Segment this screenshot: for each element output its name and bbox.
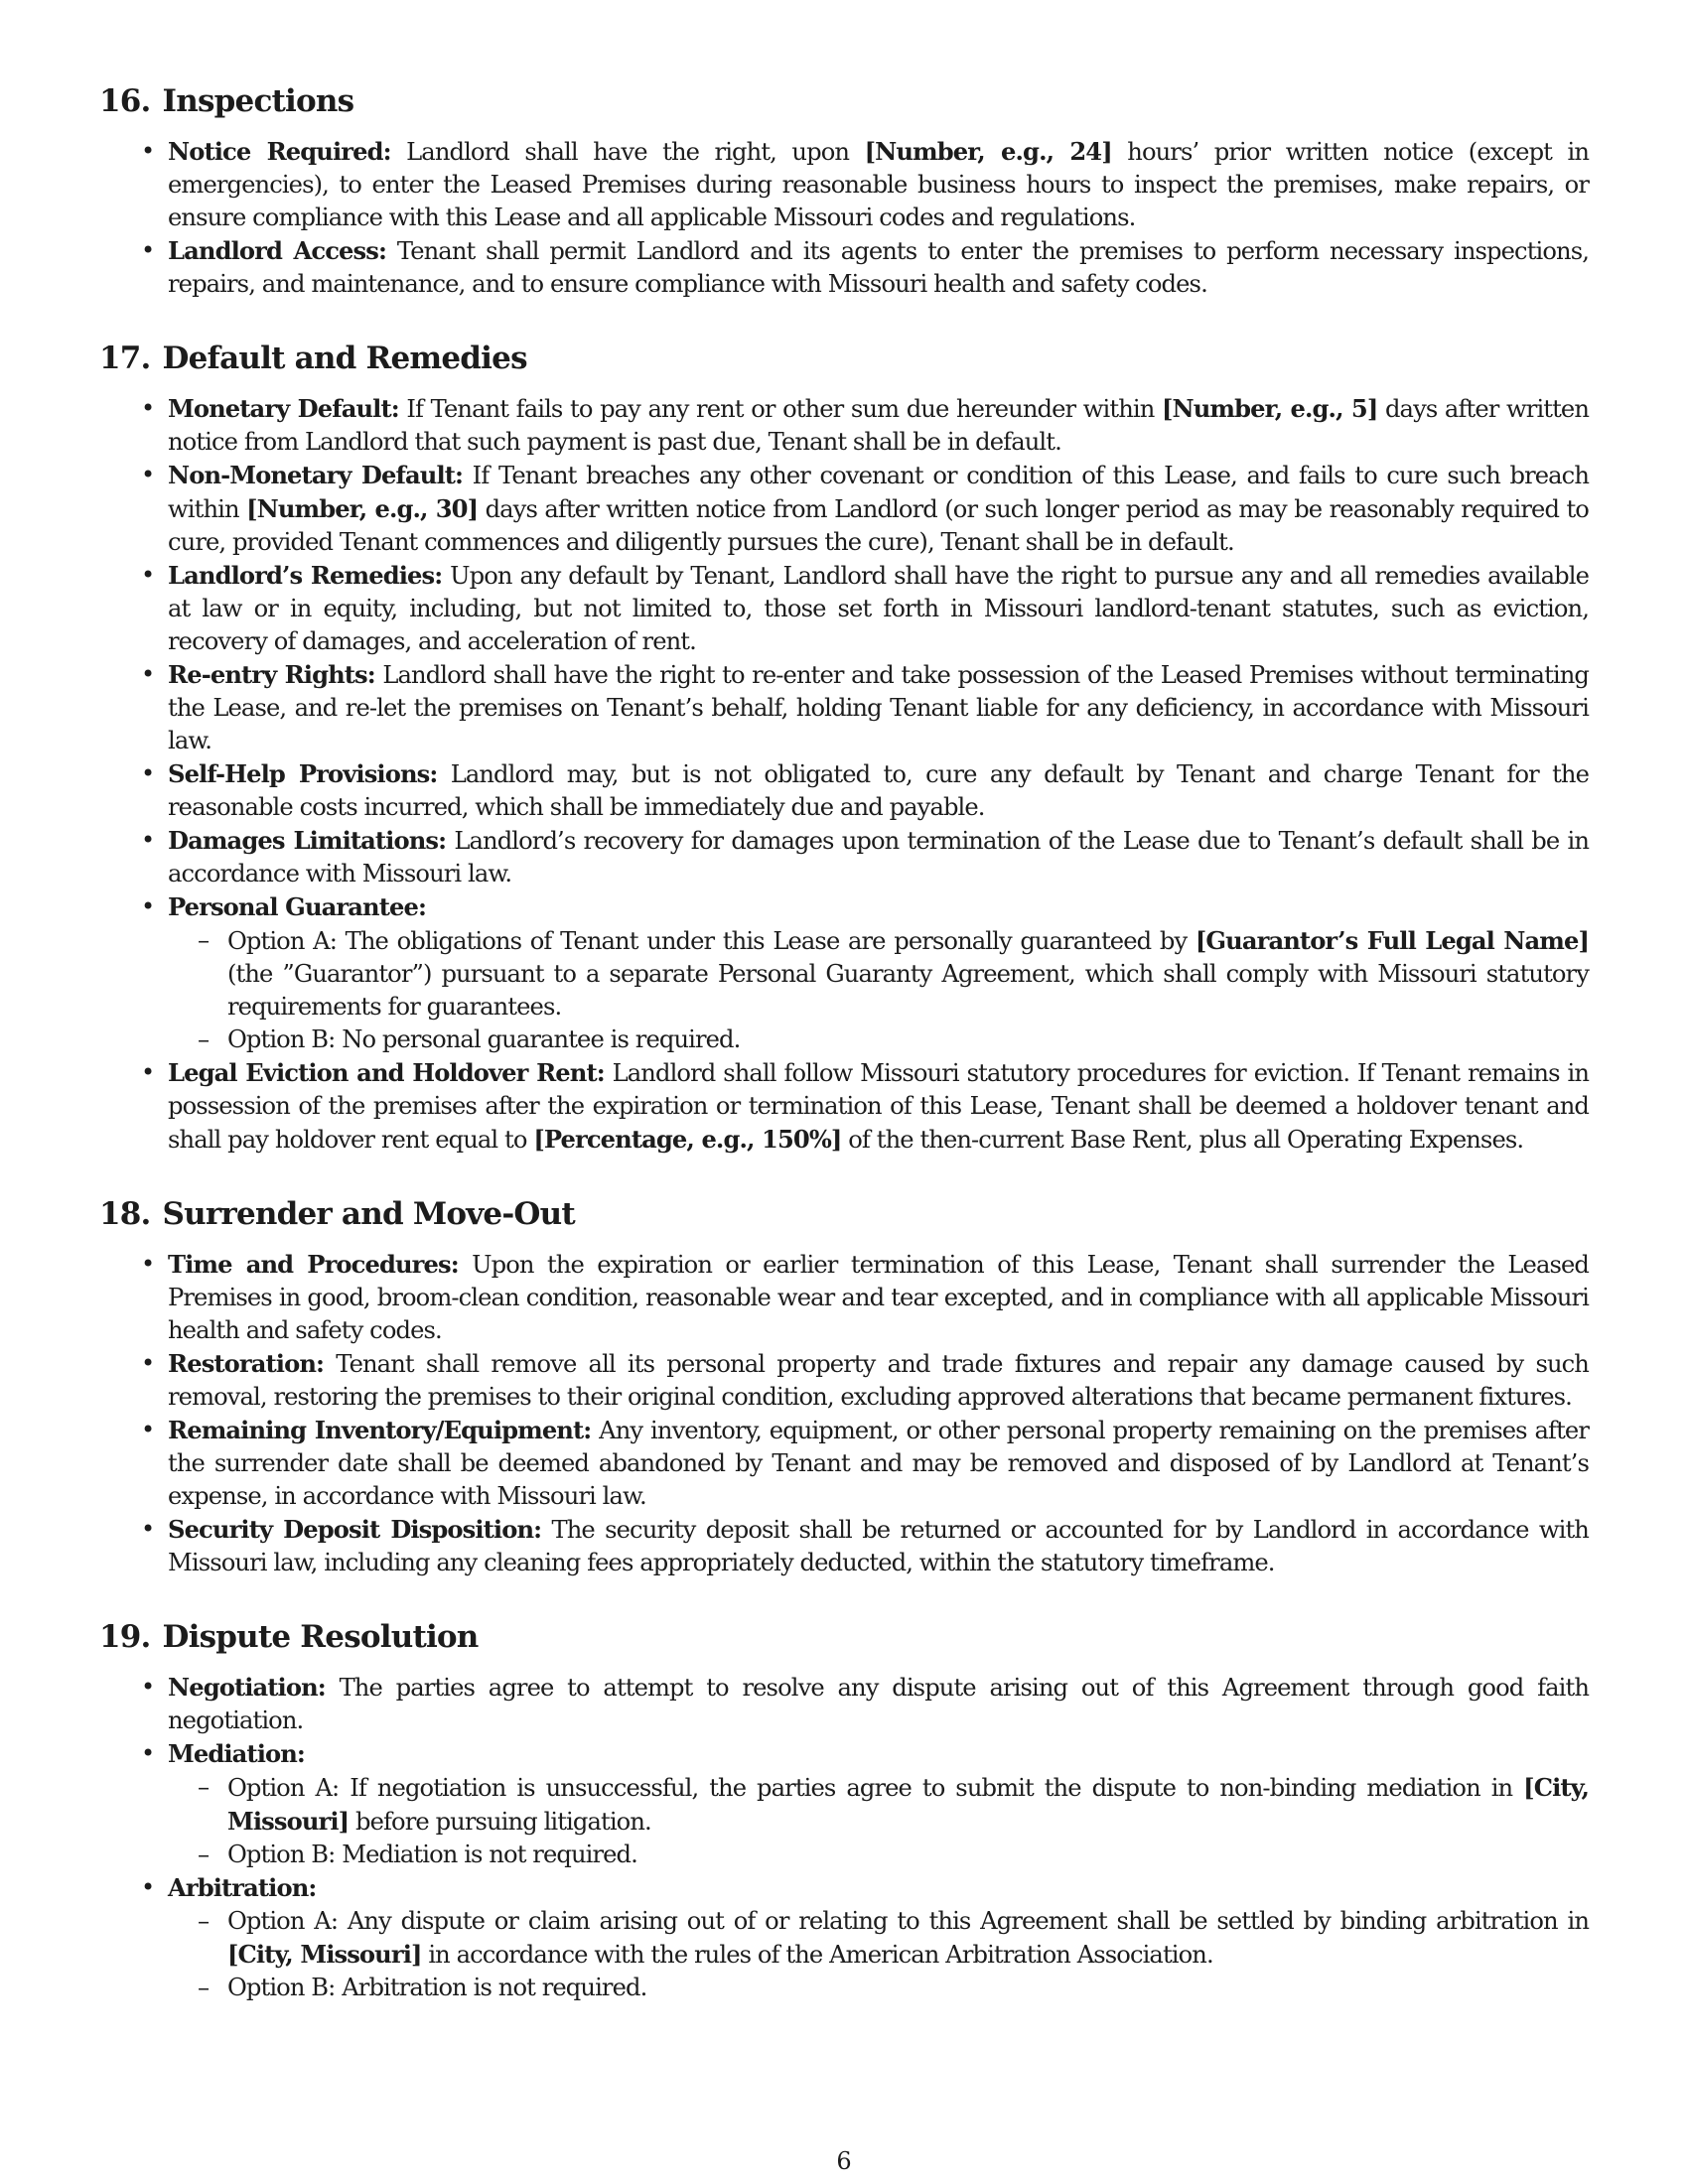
placeholder-field: [Number, e.g., 30]	[246, 494, 479, 523]
clause-item	[168, 1248, 1589, 1347]
clause-label: Remaining Inventory/Equipment:	[168, 1416, 592, 1444]
placeholder-field: [City, Missouri]	[227, 1773, 1589, 1836]
clause-label: Personal Guarantee:	[168, 892, 426, 921]
clause-item	[168, 824, 1589, 890]
clause-text: before pursuing litigation.	[349, 1808, 651, 1836]
clause-text: Option A: The obligations of Tenant under this Lease are personally guaranteed by	[227, 927, 1196, 955]
option-item	[227, 924, 1589, 1024]
section-title: Inspections	[162, 83, 354, 119]
clause-text: of the then-current Base Rent, plus all Operating Expenses.	[841, 1126, 1524, 1154]
clause-label: Self-Help Provisions:	[168, 759, 438, 788]
clause-text: If Tenant breaches any other covenant or condition of this Lease, and fails to cure such breach within	[168, 462, 1589, 523]
clause-text: Option A: Any dispute or claim arising out of or relating to this Agreement shall be settled by binding arbitration in	[227, 1907, 1589, 1935]
option-item	[227, 1972, 1589, 2004]
clause-label: Non-Monetary Default:	[168, 461, 464, 489]
clause-text: Option B: No personal guarantee is required.	[227, 1025, 741, 1053]
clause-text: Landlord shall have the right, upon	[390, 138, 865, 166]
clause-item	[168, 1056, 1589, 1157]
clause-label: Restoration:	[168, 1349, 325, 1378]
clause-text: Tenant shall remove all its personal property and trade fixtures and repair any damage caused by such removal, restoring the premises to their original condition, excluding approved alterations that became permanent fixtures.	[168, 1350, 1589, 1411]
clause-text: Landlord shall follow Missouri statutory procedures for eviction. If Tenant remains in possession of the premises after the expiration or termination of this Lease, Tenant shall be deemed a holdover tenant and shall pay holdover rent equal to	[168, 1059, 1589, 1154]
clause-item	[168, 1347, 1589, 1414]
document-page	[99, 79, 1589, 2004]
clause-text: Landlord shall have the right to re-enter and take possession of the Leased Premises without terminating the Lease, and re-let the premises on Tenant’s behalf, holding Tenant liable for any deficiency, in accordance with Missouri law.	[168, 661, 1589, 754]
section-title: Default and Remedies	[162, 341, 527, 376]
section-title: Surrender and Move-Out	[162, 1196, 575, 1232]
section-heading	[99, 79, 1589, 123]
clause-text: Landlord may, but is not obligated to, cure any default by Tenant and charge Tenant for the reasonable costs incurred, which shall be immediately due and payable.	[168, 760, 1589, 821]
section-heading	[99, 1615, 1589, 1659]
clause-label: Security Deposit Disposition:	[168, 1515, 542, 1544]
clause-item	[168, 1871, 1589, 2004]
clause-list	[99, 135, 1589, 301]
clause-item	[168, 1414, 1589, 1513]
placeholder-field: [Percentage, e.g., 150%]	[533, 1125, 842, 1154]
clause-text: hours’ prior written notice (except in emergencies), to enter the Leased Premises during reasonable business hours to inspect the premises, make repairs, or ensure compliance with this Lease and all applicable Missouri codes and regulations.	[168, 138, 1589, 231]
clause-item	[168, 234, 1589, 301]
clause-list	[99, 1671, 1589, 2004]
clause-text: days after written notice from Landlord that such payment is past due, Tenant shall be in default.	[168, 395, 1590, 456]
option-item	[227, 1905, 1589, 1972]
clause-item	[168, 757, 1589, 824]
section-title: Dispute Resolution	[162, 1619, 479, 1655]
section-heading	[99, 1192, 1589, 1236]
section-heading	[99, 337, 1589, 380]
clause-label: Monetary Default:	[168, 394, 399, 423]
placeholder-field: [Number, e.g., 24]	[864, 137, 1112, 166]
section-number: 16.	[99, 83, 151, 119]
clause-text: If Tenant fails to pay any rent or other sum due hereunder within	[398, 395, 1162, 423]
clause-label: Legal Eviction and Holdover Rent:	[168, 1058, 605, 1087]
clause-label: Landlord’s Remedies:	[168, 561, 443, 590]
placeholder-field: [City, Missouri]	[227, 1940, 422, 1969]
clause-text: Option A: If negotiation is unsuccessful, the parties agree to submit the dispute to non-binding mediation in	[227, 1774, 1524, 1802]
option-list	[168, 924, 1589, 1056]
clause-label: Negotiation:	[168, 1673, 326, 1702]
clause-item	[168, 890, 1589, 1056]
clause-item	[168, 658, 1589, 757]
option-list	[168, 1771, 1589, 1871]
section-spacer	[99, 1579, 1589, 1615]
clause-label: Notice Required:	[168, 137, 391, 166]
clause-item	[168, 559, 1589, 658]
option-list	[168, 1905, 1589, 2004]
placeholder-field: [Guarantor’s Full Legal Name]	[1195, 926, 1589, 955]
option-item	[227, 1839, 1589, 1871]
option-item	[227, 1024, 1589, 1056]
clause-label: Time and Procedures:	[168, 1250, 459, 1279]
clause-text: Option B: Mediation is not required.	[227, 1841, 637, 1868]
clause-list	[99, 1248, 1589, 1579]
clause-item	[168, 392, 1589, 459]
page-number: 6	[836, 2147, 852, 2175]
section-number: 19.	[99, 1619, 151, 1655]
clause-text: Upon any default by Tenant, Landlord shall have the right to pursue any and all remedies available at law or in equity, including, but not limited to, those set forth in Missouri landlord-tenant statutes, such as eviction, recovery of damages, and acceleration of rent.	[168, 562, 1589, 655]
clause-text: The security deposit shall be returned or accounted for by Landlord in accordance with Missouri law, including any cleaning fees appropriately deducted, within the statutory timeframe.	[168, 1516, 1589, 1576]
clause-text: Any inventory, equipment, or other personal property remaining on the premises after the surrender date shall be deemed abandoned by Tenant and may be removed and disposed of by Landlord at Tenant’s expense, in accordance with Missouri law.	[168, 1417, 1589, 1510]
section-spacer	[99, 1157, 1589, 1192]
clause-text: The parties agree to attempt to resolve any dispute arising out of this Agreement through good faith negotiation.	[168, 1674, 1589, 1734]
clause-item	[168, 135, 1589, 234]
clause-item	[168, 1513, 1589, 1579]
clause-text: Tenant shall permit Landlord and its agents to enter the premises to perform necessary inspections, repairs, and maintenance, and to ensure compliance with Missouri health and safety codes.	[168, 237, 1589, 298]
clause-item	[168, 1671, 1589, 1737]
clause-text: Upon the expiration or earlier termination of this Lease, Tenant shall surrender the Leased Premises in good, broom-clean condition, reasonable wear and tear excepted, and in compliance with all applicable Missouri health and safety codes.	[168, 1251, 1589, 1344]
section-spacer	[99, 301, 1589, 337]
clause-label: Damages Limitations:	[168, 826, 447, 855]
clause-item	[168, 459, 1589, 559]
clause-list	[99, 392, 1589, 1157]
clause-text: (the ”Guarantor”) pursuant to a separate Personal Guaranty Agreement, which shall comply with Missouri statutory requirements for guarantees.	[227, 960, 1589, 1021]
section-number: 17.	[99, 341, 151, 376]
clause-item	[168, 1737, 1589, 1871]
clause-text: Landlord’s recovery for damages upon termination of the Lease due to Tenant’s default shall be in accordance with Missouri law.	[168, 827, 1589, 887]
clause-text: Option B: Arbitration is not required.	[227, 1974, 647, 2001]
clause-text: days after written notice from Landlord (or such longer period as may be reasonably required to cure, provided Tenant commences and diligently pursues the cure), Tenant shall be in default.	[168, 495, 1589, 556]
clause-label: Mediation:	[168, 1739, 305, 1768]
clause-label: Landlord Access:	[168, 236, 387, 265]
clause-text: in accordance with the rules of the American Arbitration Association.	[421, 1941, 1213, 1969]
section-number: 18.	[99, 1196, 151, 1232]
placeholder-field: [Number, e.g., 5]	[1161, 394, 1378, 423]
option-item	[227, 1771, 1589, 1839]
clause-label: Re-entry Rights:	[168, 660, 375, 689]
clause-label: Arbitration:	[168, 1873, 317, 1902]
